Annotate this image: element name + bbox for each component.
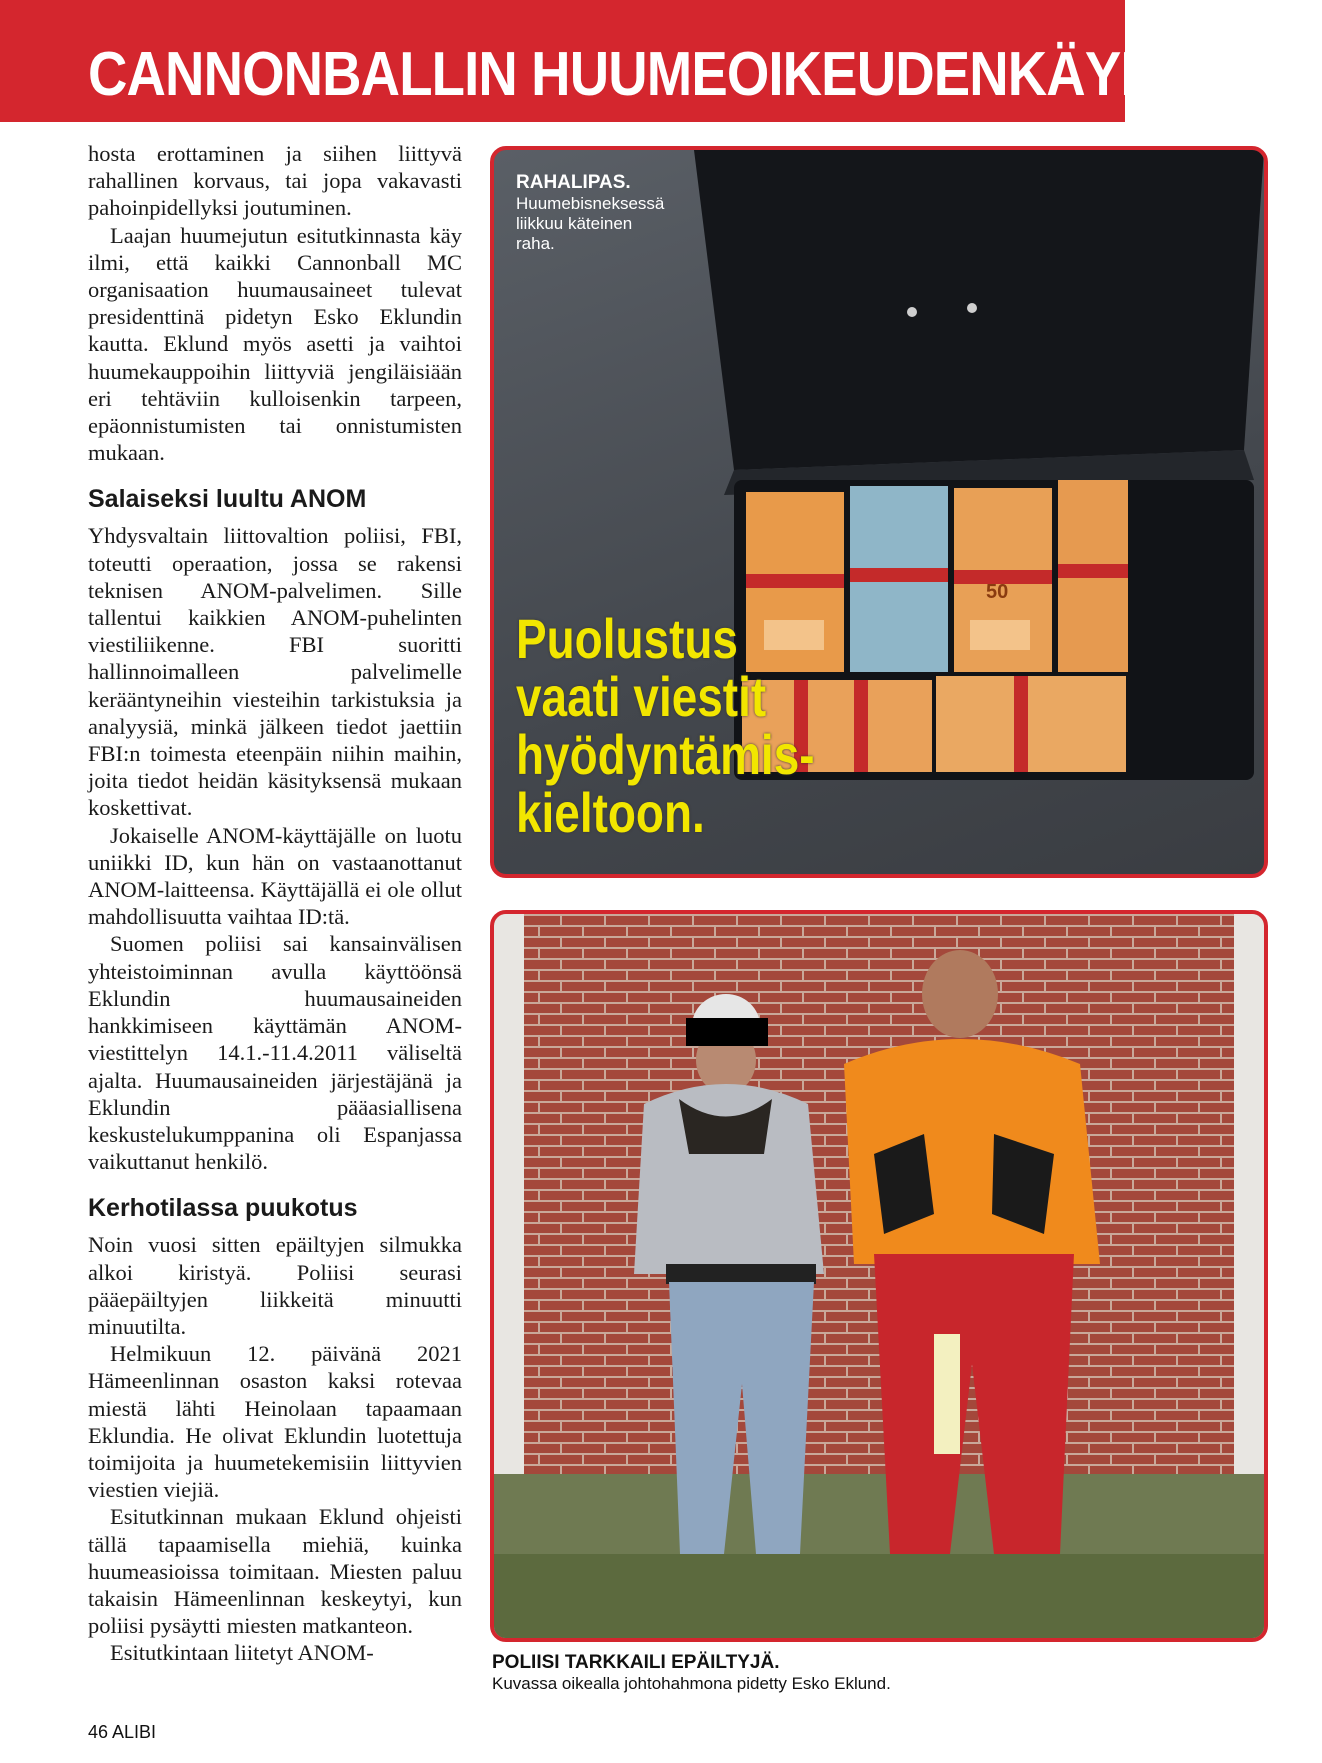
article-paragraph: Jokaiselle ANOM-käyttäjälle on luotu uniikki ID, kun hän on vastaanottanut ANOM-laitteensa. Käyttäjällä ei ole ollut mahdollisuutta vaihtaa ID:tä. [88, 822, 462, 930]
caption-heading: RAHALIPAS. [516, 172, 631, 193]
page-folio: 46 ALIBI [88, 1722, 157, 1742]
cash-box-photo [490, 146, 1268, 878]
caption-text: Kuvassa oikealla johtohahmona pidetty Esko Eklund. [492, 1674, 891, 1693]
caption-text: Huumebisneksessä [516, 194, 665, 213]
article-paragraph: hosta erottaminen ja siihen liittyvä rahallinen korvaus, tai jopa vakavasti pahoinpidellyksi joutuminen. [88, 141, 462, 221]
pull-quote [516, 607, 815, 844]
pull-quote-line: kieltoon. [516, 781, 705, 844]
article-paragraph: Suomen poliisi sai kansainvälisen yhteistoiminnan avulla käyttöönsä Eklundin huumausaineiden hankkimiseen käyttämän ANOM-viestittelyn 14.1.-11.4.2011 väliseltä ajalta. Huumausaineiden järjestäjänä ja Eklundin pääasiallisena keskustelukumppanina oli Espanjassa vaikuttanut henkilö. [88, 931, 462, 1175]
article-paragraph: Noin vuosi sitten epäiltyjen silmukka alkoi kiristyä. Poliisi seurasi pääepäiltyjen liikkeitä minuutti minuutilta. [88, 1232, 462, 1339]
article-paragraph: Laajan huumejutun esitutkinnasta käy ilmi, että kaikki Cannonball MC organisaation huumausaineet tulevat presidenttinä pidetyn Esko Eklundin kautta. Eklund myös asetti ja vaihtoi huumekauppoihin liittyviä jengiläisiään eri tehtäviin kulloisenkin tarpeen, epäonnistumisten tai onnistumisten mukaan. [88, 222, 462, 466]
pull-quote-line: hyödyntämis- [516, 723, 815, 786]
article-paragraph: Helmikuun 12. päivänä 2021 Hämeenlinnan osaston kaksi rotevaa miestä lähti Heinolaan tapaamaan Eklundia. He olivat Eklundin luotettuja toimijoita ja huumetekemisiin liittyvien viestien viejiä. [88, 1341, 462, 1503]
caption-text: raha. [516, 234, 555, 253]
article-column [88, 140, 462, 1667]
header-banner [0, 0, 1206, 122]
banknote-denomination: 50 [986, 581, 1009, 603]
suspects-illustration [494, 914, 1264, 1638]
pull-quote-line: Puolustus [516, 607, 738, 670]
pull-quote-line: vaati viestit [516, 665, 767, 728]
photo-caption [516, 172, 664, 254]
caption-text: liikkuu käteinen [516, 214, 633, 233]
section-heading: Salaiseksi luultu ANOM [88, 485, 367, 514]
suspects-photo [490, 910, 1268, 1642]
section-heading: Kerhotilassa puukotus [88, 1194, 358, 1223]
caption-heading: POLIISI TARKKAILI EPÄILTYJÄ. [492, 1652, 780, 1673]
page-title: CANNONBALLIN HUUMEOIKEUDENKÄYNTI [88, 40, 1206, 109]
article-paragraph: Yhdysvaltain liittovaltion poliisi, FBI, toteutti operaation, jossa se rakensi teknisen ANOM-palvelimen. Sille tallentui kaikkien ANOM-puhelinten viestiliikenne. FBI suoritti hallinnoimalleen palvelimelle kerääntyneihin viesteihin tarkistuksia ja analyysiä, minkä jälkeen tiedot jaettiin FBI:n toimesta eteenpäin niihin maihin, joita tiedot heidän käsityksensä mukaan koskettivat. [88, 523, 462, 821]
photo-caption [492, 1652, 891, 1694]
article-paragraph: Esitutkinnan mukaan Eklund ohjeisti tällä tapaamisella miehiä, kuinka huumeasioissa toimitaan. Miesten paluu takaisin Hämeenlinnan keskeytyi, kun poliisi pysäytti miesten matkanteon. [88, 1504, 462, 1639]
article-paragraph: Esitutkintaan liitetyt ANOM- [110, 1640, 374, 1666]
